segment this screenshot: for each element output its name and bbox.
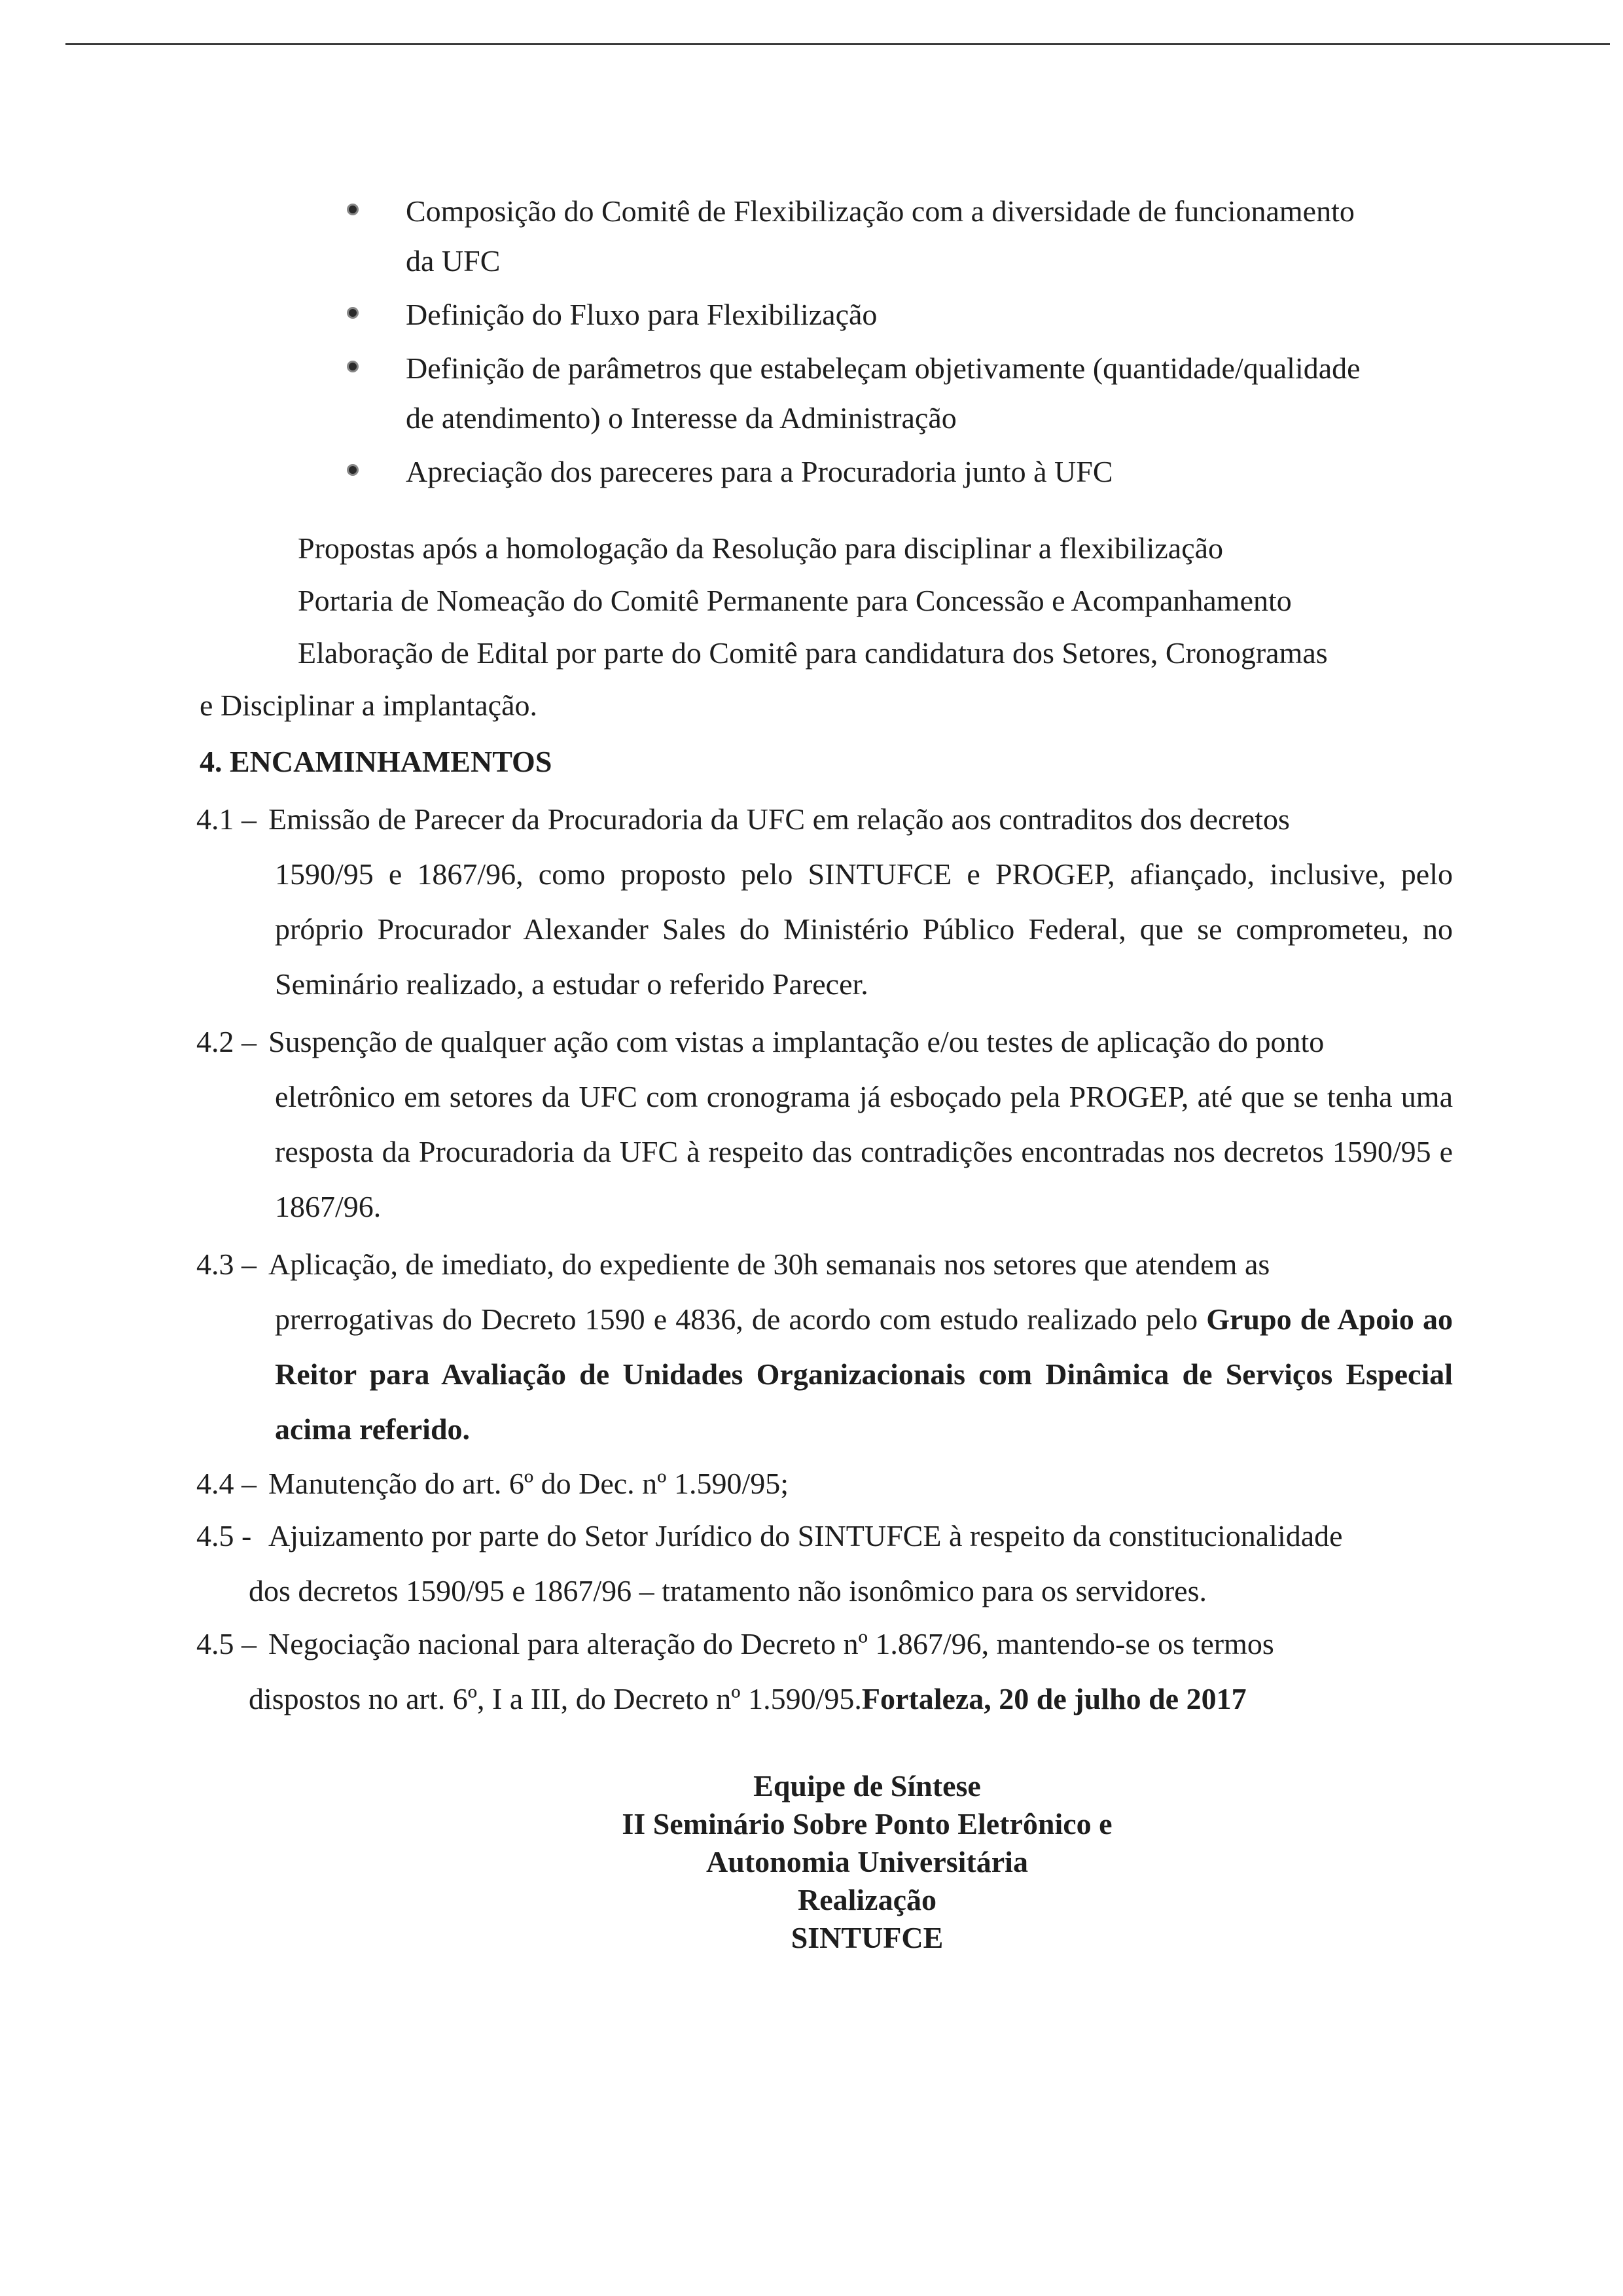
bullet-item xyxy=(347,290,1459,340)
signature-line: Realização xyxy=(797,1883,937,1916)
header-rule xyxy=(65,43,1610,45)
item-number: 4.4 – xyxy=(196,1467,257,1500)
item-text-cont-regular: prerrogativas do Decreto 1590 e 4836, de acordo com estudo realizado pelo xyxy=(275,1302,1207,1336)
bullet-icon xyxy=(347,204,359,215)
list-item xyxy=(196,1509,1453,1619)
item-text-cont xyxy=(196,1672,1453,1727)
proposal-line-cont: e Disciplinar a implantação. xyxy=(200,689,538,722)
item-number: 4.3 – xyxy=(196,1247,257,1281)
item-number: 4.2 – xyxy=(196,1025,257,1058)
item-text-cont: 1590/95 e 1867/96, como proposto pelo SINTUFCE e PROGEP, afiançado, inclusive, pelo próprio Procurador Alexander Sales do Ministério Público Federal, que se comprometeu, no Seminário realizado, a estudar o referido Parecer. xyxy=(275,857,1453,1001)
list-item xyxy=(196,1456,1453,1511)
list-item xyxy=(196,1014,1453,1234)
item-text: Suspenção de qualquer ação com vistas a implantação e/ou testes de aplicação do ponto xyxy=(268,1025,1325,1058)
signature-line: Equipe de Síntese xyxy=(753,1769,981,1803)
item-number: 4.5 – xyxy=(196,1627,257,1660)
item-text-cont: eletrônico em setores da UFC com cronograma já esboçado pela PROGEP, até que se tenha uma resposta da Procuradoria da UFC à respeito das contradições encontradas nos decretos 1590/95 e 1867/96. xyxy=(275,1080,1453,1223)
bullet-list xyxy=(347,187,1459,501)
bullet-item xyxy=(347,447,1459,497)
item-text-cont-bold: Grupo de Apoio ao Reitor para Avaliação de Unidades Organizacionais com Dinâmica de Serviços Especial acima referido. xyxy=(275,1302,1453,1446)
bullet-icon xyxy=(347,464,359,476)
item-number: 4.1 – xyxy=(196,802,257,836)
signature-line: SINTUFCE xyxy=(791,1921,944,1954)
proposal-line: Propostas após a homologação da Resolução para disciplinar a flexibilização xyxy=(298,531,1224,565)
list-item xyxy=(196,792,1453,1012)
item-text: Manutenção do art. 6º do Dec. nº 1.590/95; xyxy=(268,1467,789,1500)
signature-line: II Seminário Sobre Ponto Eletrônico e xyxy=(622,1807,1113,1840)
bullet-item xyxy=(347,344,1459,443)
bullet-text-cont: da UFC xyxy=(406,244,501,278)
section-heading: 4. ENCAMINHAMENTOS xyxy=(200,745,552,778)
bullet-item xyxy=(347,187,1459,286)
signature-block xyxy=(458,1767,1276,1957)
bullet-text: Composição do Comitê de Flexibilização com a diversidade de funcionamento xyxy=(406,194,1355,228)
bullet-text: Apreciação dos pareceres para a Procuradoria junto à UFC xyxy=(406,455,1113,488)
item-text-cont-regular: dispostos no art. 6º, I a III, do Decreto nº 1.590/95. xyxy=(249,1682,862,1715)
signature-line: Autonomia Universitária xyxy=(706,1845,1028,1878)
list-item xyxy=(196,1617,1453,1727)
item-text: Aplicação, de imediato, do expediente de 30h semanais nos setores que atendem as xyxy=(268,1247,1270,1281)
bullet-icon xyxy=(347,307,359,319)
proposal-line: Portaria de Nomeação do Comitê Permanente para Concessão e Acompanhamento xyxy=(298,584,1292,617)
bullet-icon xyxy=(347,361,359,372)
item-text: Ajuizamento por parte do Setor Jurídico do SINTUFCE à respeito da constitucionalidade xyxy=(268,1519,1343,1552)
bullet-text: Definição do Fluxo para Flexibilização xyxy=(406,298,878,331)
bullet-text: Definição de parâmetros que estabeleçam objetivamente (quantidade/qualidade xyxy=(406,351,1361,385)
signature-date: Fortaleza, 20 de julho de 2017 xyxy=(861,1682,1247,1715)
list-item xyxy=(196,1237,1453,1457)
bullet-text-cont: de atendimento) o Interesse da Administração xyxy=(406,401,957,435)
proposal-line: Elaboração de Edital por parte do Comitê para candidatura dos Setores, Cronogramas xyxy=(298,636,1328,670)
item-text-cont xyxy=(196,1292,1453,1457)
item-text-cont: dos decretos 1590/95 e 1867/96 – tratamento não isonômico para os servidores. xyxy=(249,1574,1207,1607)
item-text: Negociação nacional para alteração do Decreto nº 1.867/96, mantendo-se os termos xyxy=(268,1627,1274,1660)
item-number: 4.5 - xyxy=(196,1519,252,1552)
item-text: Emissão de Parecer da Procuradoria da UFC em relação aos contraditos dos decretos xyxy=(268,802,1290,836)
